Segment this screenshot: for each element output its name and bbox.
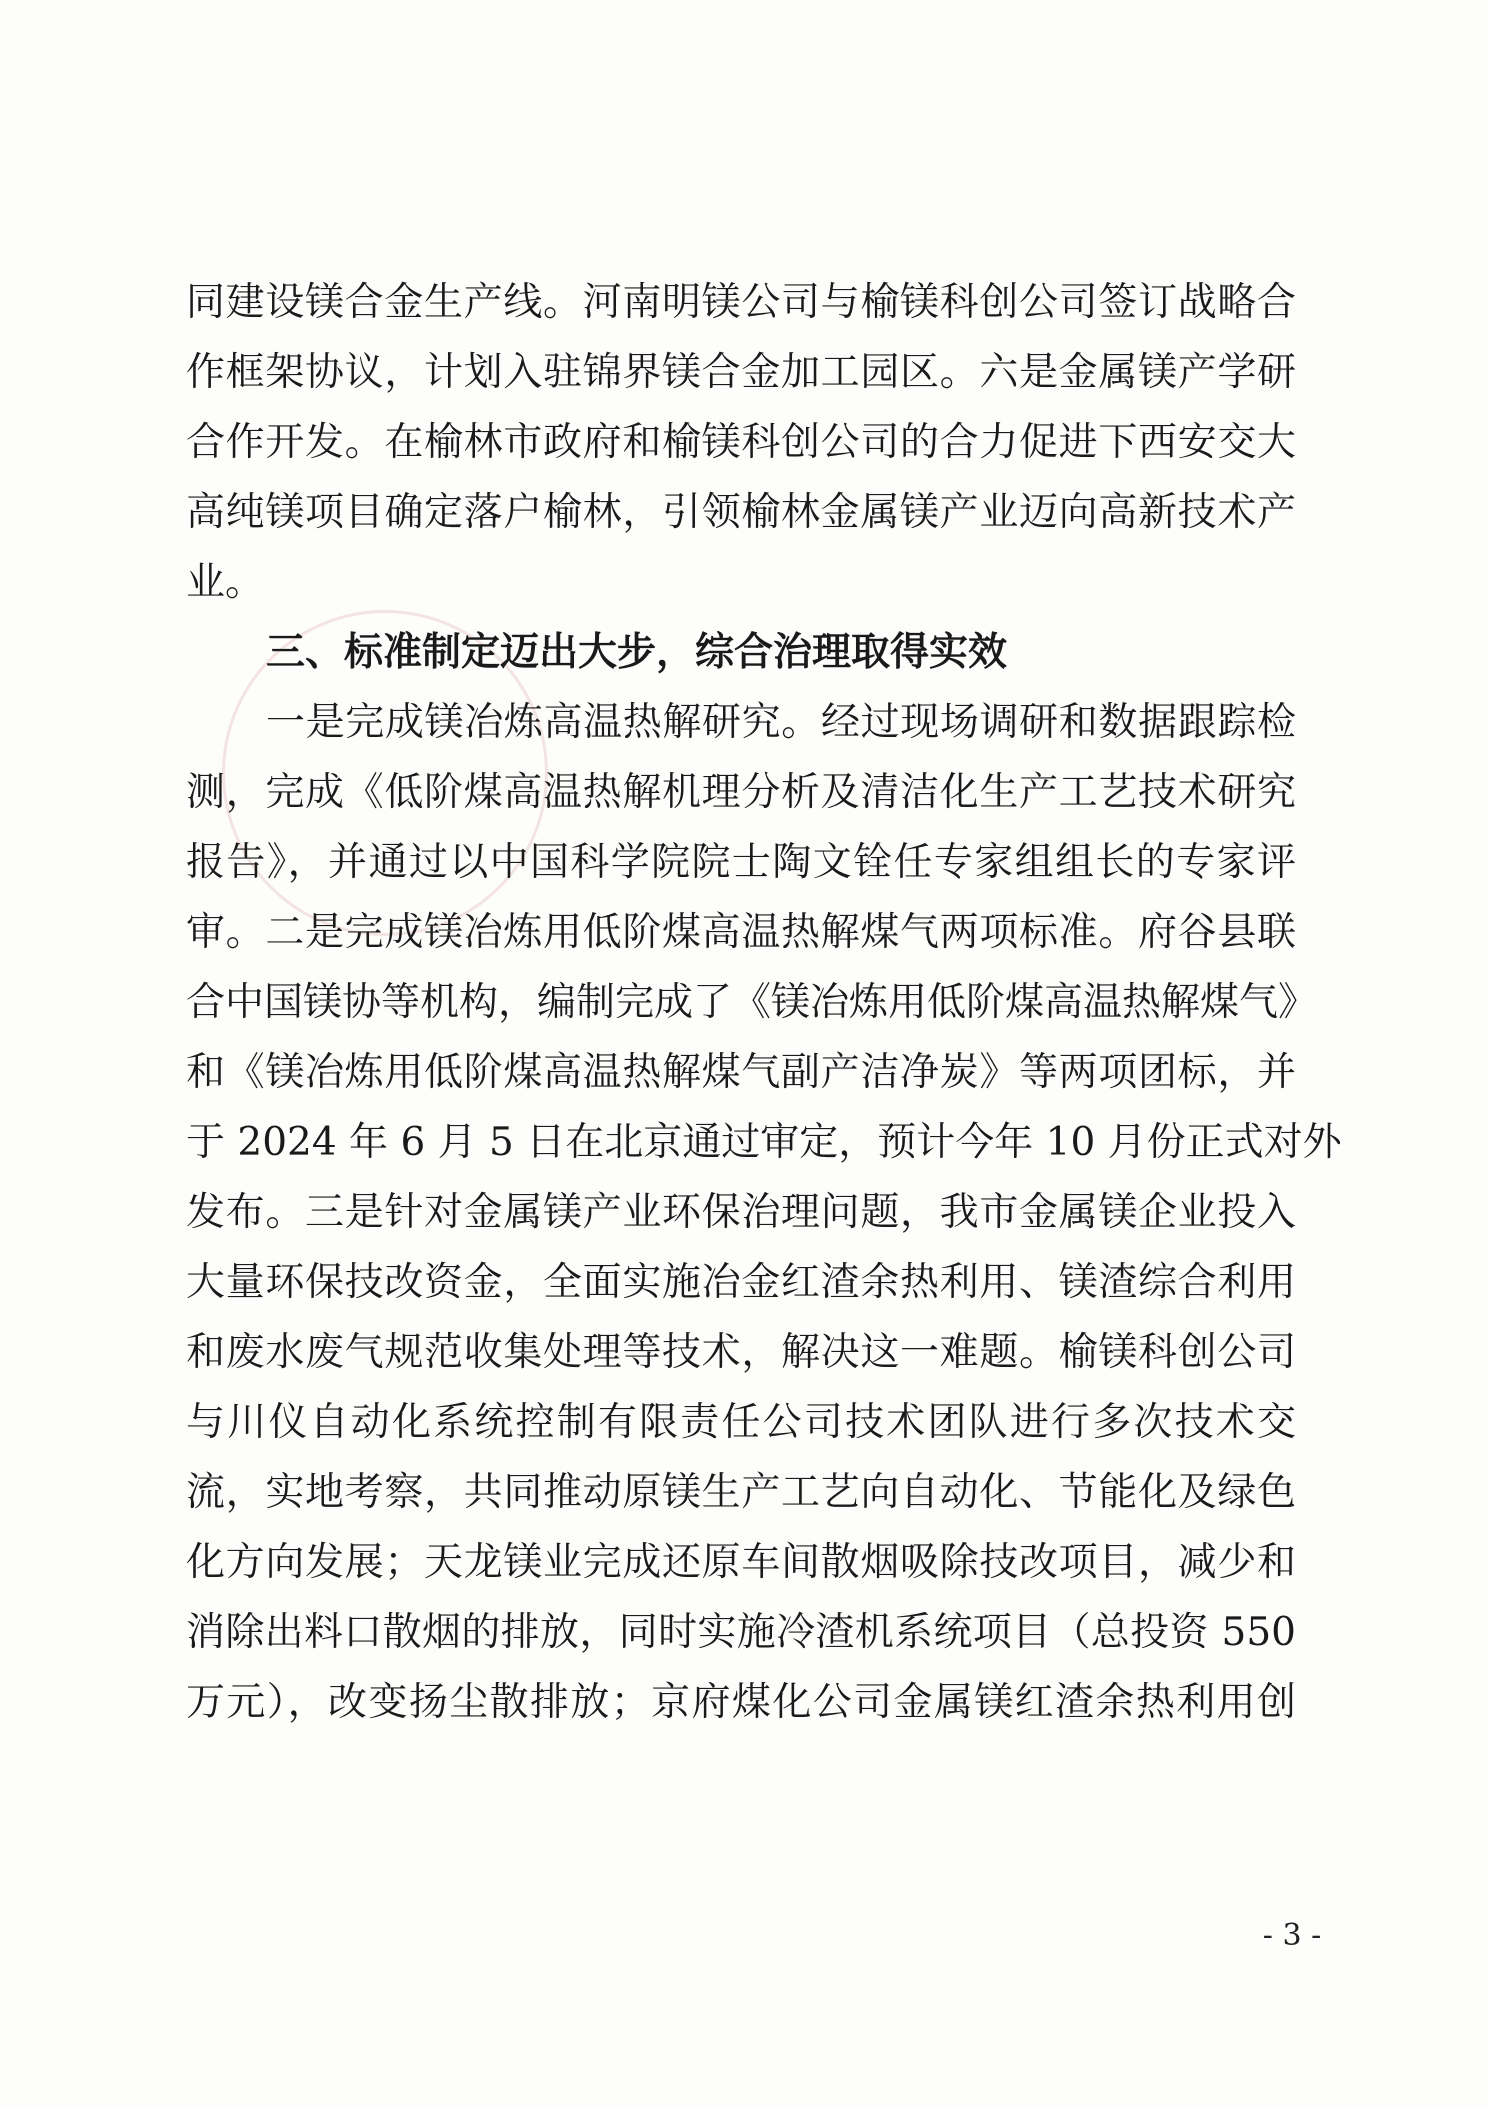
- paragraph-2-line-9: 大量环保技改资金，全面实施冶金红渣余热利用、镁渣综合利用: [186, 1260, 1296, 1305]
- paragraph-2-line-4: 审。二是完成镁冶炼用低阶煤高温热解煤气两项标准。府谷县联: [186, 910, 1296, 955]
- paragraph-2-line-8: 发布。三是针对金属镁产业环保治理问题，我市金属镁企业投入: [186, 1190, 1296, 1235]
- paragraph-2-line-12: 流，实地考察，共同推动原镁生产工艺向自动化、节能化及绿色: [186, 1470, 1296, 1515]
- paragraph-1-line-2: 作框架协议，计划入驻锦界镁合金加工园区。六是金属镁产学研: [186, 350, 1296, 395]
- paragraph-1-line-5: 业。: [186, 560, 265, 605]
- paragraph-2-line-5: 合中国镁协等机构，编制完成了《镁冶炼用低阶煤高温热解煤气》: [186, 980, 1318, 1025]
- page-number: - 3 -: [1262, 1918, 1322, 1953]
- paragraph-2-line-13: 化方向发展；天龙镁业完成还原车间散烟吸除技改项目，减少和: [186, 1540, 1296, 1585]
- paragraph-2-line-3: 报告》，并通过以中国科学院院士陶文铨任专家组组长的专家评: [186, 840, 1296, 885]
- paragraph-2-line-10: 和废水废气规范收集处理等技术，解决这一难题。榆镁科创公司: [186, 1330, 1296, 1375]
- paragraph-2-line-1: 一是完成镁冶炼高温热解研究。经过现场调研和数据跟踪检: [266, 700, 1296, 745]
- paragraph-2-line-11: 与川仪自动化系统控制有限责任公司技术团队进行多次技术交: [186, 1400, 1296, 1445]
- paragraph-2-line-15: 万元），改变扬尘散排放；京府煤化公司金属镁红渣余热利用创: [186, 1680, 1296, 1725]
- paragraph-2-line-6: 和《镁冶炼用低阶煤高温热解煤气副产洁净炭》等两项团标，并: [186, 1050, 1296, 1095]
- paragraph-2-line-2: 测，完成《低阶煤高温热解机理分析及清洁化生产工艺技术研究: [186, 770, 1296, 815]
- paragraph-1-line-4: 高纯镁项目确定落户榆林，引领榆林金属镁产业迈向高新技术产: [186, 490, 1296, 535]
- paragraph-1-line-3: 合作开发。在榆林市政府和榆镁科创公司的合力促进下西安交大: [186, 420, 1296, 465]
- body-text: [186, 268, 1342, 1738]
- paragraph-2-line-14: 消除出料口散烟的排放，同时实施冷渣机系统项目（总投资 550: [186, 1610, 1296, 1655]
- paragraph-1-line-1: 同建设镁合金生产线。河南明镁公司与榆镁科创公司签订战略合: [186, 280, 1296, 325]
- paragraph-2-line-7: 于 2024 年 6 月 5 日在北京通过审定，预计今年 10 月份正式对外: [186, 1120, 1342, 1165]
- section-heading: 三、标准制定迈出大步，综合治理取得实效: [266, 630, 1008, 675]
